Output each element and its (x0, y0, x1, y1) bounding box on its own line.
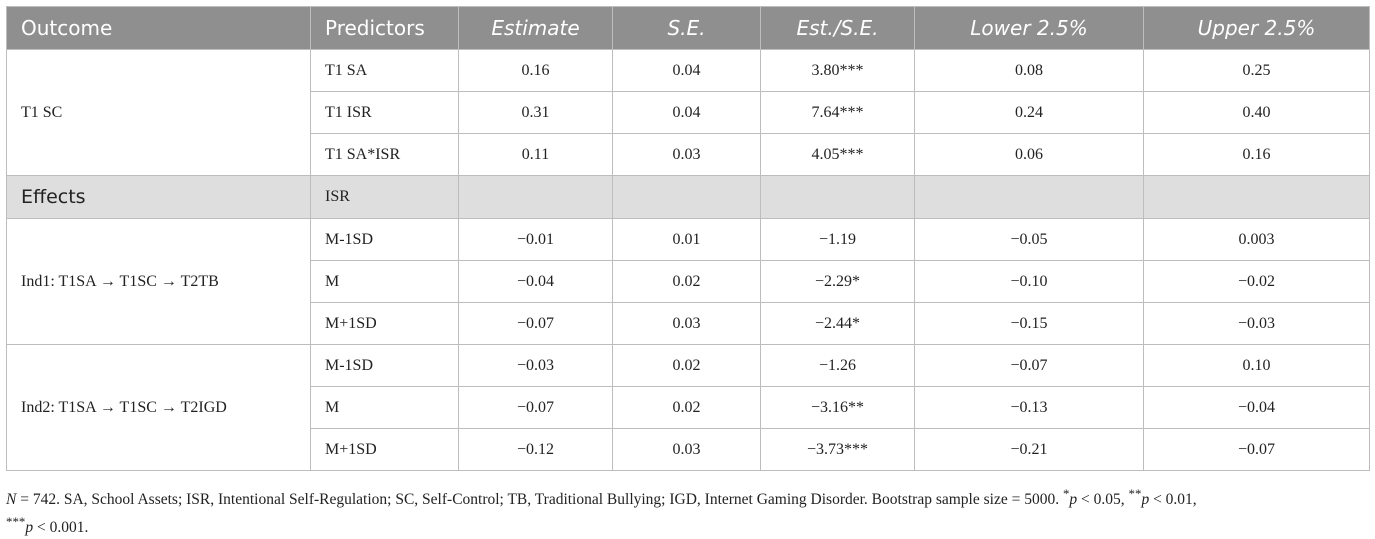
est-se-cell: −1.26 (761, 345, 915, 387)
lower-cell: 0.06 (915, 134, 1144, 176)
lower-cell: −0.13 (915, 387, 1144, 429)
se-cell: 0.03 (613, 303, 761, 345)
est-se-cell: 4.05*** (761, 134, 915, 176)
footnote-sig3-star: *** (6, 514, 26, 530)
section-label: Effects (7, 176, 311, 219)
lower-cell: −0.21 (915, 429, 1144, 471)
predictor-cell: T1 ISR (311, 92, 459, 134)
outcome-cell: Ind2: T1SA → T1SC → T2IGD (7, 345, 311, 471)
footnote-text: = 742. SA, School Assets; ISR, Intentional Self-Regulation; SC, Self-Control; TB, Traditional Bullying; IGD, Internet Gaming Disorder. Bootstrap sample size = 5000. (16, 491, 1063, 509)
est-se-cell: 3.80*** (761, 50, 915, 92)
footnote-sig1: < 0.05, (1077, 491, 1129, 509)
upper-cell: 0.40 (1144, 92, 1370, 134)
estimate-cell: −0.12 (459, 429, 613, 471)
se-cell: 0.01 (613, 219, 761, 261)
footnote-sig2: < 0.01, (1149, 491, 1197, 509)
footnote-sig2-star: ** (1128, 486, 1142, 501)
est-se-cell: −1.19 (761, 219, 915, 261)
empty-cell (761, 176, 915, 219)
outcome-cell: T1 SC (7, 50, 311, 176)
header-upper: Upper 2.5% (1144, 7, 1370, 50)
results-table (6, 6, 1370, 471)
predictor-cell: T1 SA*ISR (311, 134, 459, 176)
predictor-cell: M (311, 387, 459, 429)
predictor-cell: M-1SD (311, 345, 459, 387)
upper-cell: 0.25 (1144, 50, 1370, 92)
empty-cell (459, 176, 613, 219)
upper-cell: −0.04 (1144, 387, 1370, 429)
estimate-cell: −0.04 (459, 261, 613, 303)
predictor-cell: M+1SD (311, 429, 459, 471)
se-cell: 0.03 (613, 134, 761, 176)
table-row (7, 219, 1370, 261)
table-row (7, 345, 1370, 387)
footnote-n-label: N (6, 491, 17, 509)
upper-cell: 0.16 (1144, 134, 1370, 176)
header-outcome: Outcome (7, 7, 311, 50)
lower-cell: 0.24 (915, 92, 1144, 134)
footnote-p: p (1069, 491, 1078, 509)
predictor-cell: M (311, 261, 459, 303)
est-se-cell: −2.29* (761, 261, 915, 303)
header-est-se: Est./S.E. (761, 7, 915, 50)
section-row (7, 176, 1370, 219)
estimate-cell: 0.11 (459, 134, 613, 176)
lower-cell: 0.08 (915, 50, 1144, 92)
header-row (7, 7, 1370, 50)
upper-cell: −0.02 (1144, 261, 1370, 303)
empty-cell (613, 176, 761, 219)
predictor-cell: M-1SD (311, 219, 459, 261)
se-cell: 0.02 (613, 261, 761, 303)
header-lower: Lower 2.5% (915, 7, 1144, 50)
header-se: S.E. (613, 7, 761, 50)
lower-cell: −0.07 (915, 345, 1144, 387)
table-row (7, 50, 1370, 92)
predictor-cell: T1 SA (311, 50, 459, 92)
upper-cell: 0.003 (1144, 219, 1370, 261)
estimate-cell: −0.03 (459, 345, 613, 387)
lower-cell: −0.15 (915, 303, 1144, 345)
upper-cell: −0.07 (1144, 429, 1370, 471)
est-se-cell: 7.64*** (761, 92, 915, 134)
footnote-sig1-star: * (1062, 486, 1070, 501)
est-se-cell: −3.73*** (761, 429, 915, 471)
upper-cell: 0.10 (1144, 345, 1370, 387)
empty-cell (915, 176, 1144, 219)
lower-cell: −0.05 (915, 219, 1144, 261)
header-predictors: Predictors (311, 7, 459, 50)
upper-cell: −0.03 (1144, 303, 1370, 345)
se-cell: 0.02 (613, 345, 761, 387)
se-cell: 0.02 (613, 387, 761, 429)
estimate-cell: 0.16 (459, 50, 613, 92)
estimate-cell: −0.07 (459, 303, 613, 345)
section-predictor: ISR (311, 176, 459, 219)
estimate-cell: −0.01 (459, 219, 613, 261)
footnote-p: p (25, 519, 34, 537)
est-se-cell: −2.44* (761, 303, 915, 345)
se-cell: 0.04 (613, 92, 761, 134)
predictor-cell: M+1SD (311, 303, 459, 345)
lower-cell: −0.10 (915, 261, 1144, 303)
header-estimate: Estimate (459, 7, 613, 50)
se-cell: 0.04 (613, 50, 761, 92)
footnote-p: p (1141, 491, 1150, 509)
estimate-cell: −0.07 (459, 387, 613, 429)
outcome-cell: Ind1: T1SA → T1SC → T2TB (7, 219, 311, 345)
se-cell: 0.03 (613, 429, 761, 471)
empty-cell (1144, 176, 1370, 219)
estimate-cell: 0.31 (459, 92, 613, 134)
est-se-cell: −3.16** (761, 387, 915, 429)
footnote-sig3: < 0.001. (33, 519, 89, 537)
